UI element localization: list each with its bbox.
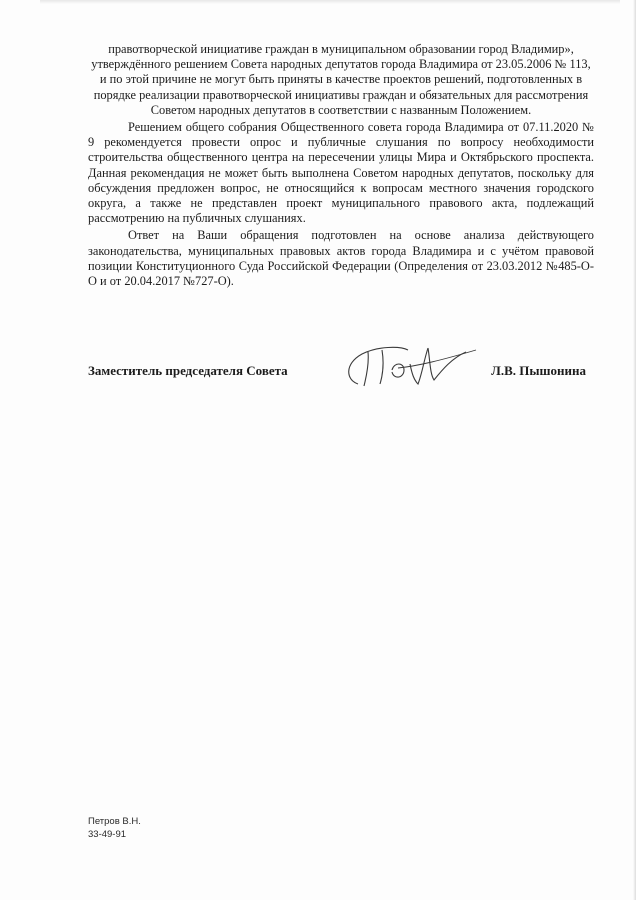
paragraph-3: Ответ на Ваши обращения подготовлен на основе анализа действующего законодательства, муниципальных правовых актов города Владимира и с учётом правовой позиции Конституционного Суда Российской Федерации (Определения от 23.03.2012 №485-О-О и от 20.04.2017 №727-О). (88, 228, 594, 289)
handwritten-signature-icon (338, 340, 488, 390)
executor-phone: 33-49-91 (88, 829, 127, 840)
signer-name: Л.В. Пышонина (491, 363, 586, 378)
executor-name: Петров В.Н. (88, 816, 141, 827)
paragraph-2: Решением общего собрания Общественного совета города Владимира от 07.11.2020 № 9 рекомендуется провести опрос и публичные слушания по вопросу необходимости строительства общественного центра на пересечении улицы Мира и Октябрьского проспекта. Данная рекомендация не может быть выполнена Советом народных депутатов, поскольку для обсуждения предложен вопрос, не относящийся к вопросам местного значения городского округа, а также не представлен проект муниципального правового акта, подлежащий рассмотрению на публичных слушаниях. (88, 120, 594, 226)
signature-block (88, 363, 594, 393)
paragraph-1: правотворческой инициативе граждан в муниципальном образовании город Владимир», утверждённого решением Совета народных депутатов города Владимира от 23.05.2006 № 113, и по этой причине не могут быть приняты в качестве проектов решений, подготовленных в порядке реализации правотворческой инициативы граждан и обязательных для рассмотрения Советом народных депутатов в соответствии с названным Положением. (91, 42, 591, 117)
signer-position: Заместитель председателя Совета (88, 363, 288, 378)
executor-block (88, 815, 141, 841)
scan-edge-top (40, 0, 620, 4)
letter-body (88, 42, 594, 291)
